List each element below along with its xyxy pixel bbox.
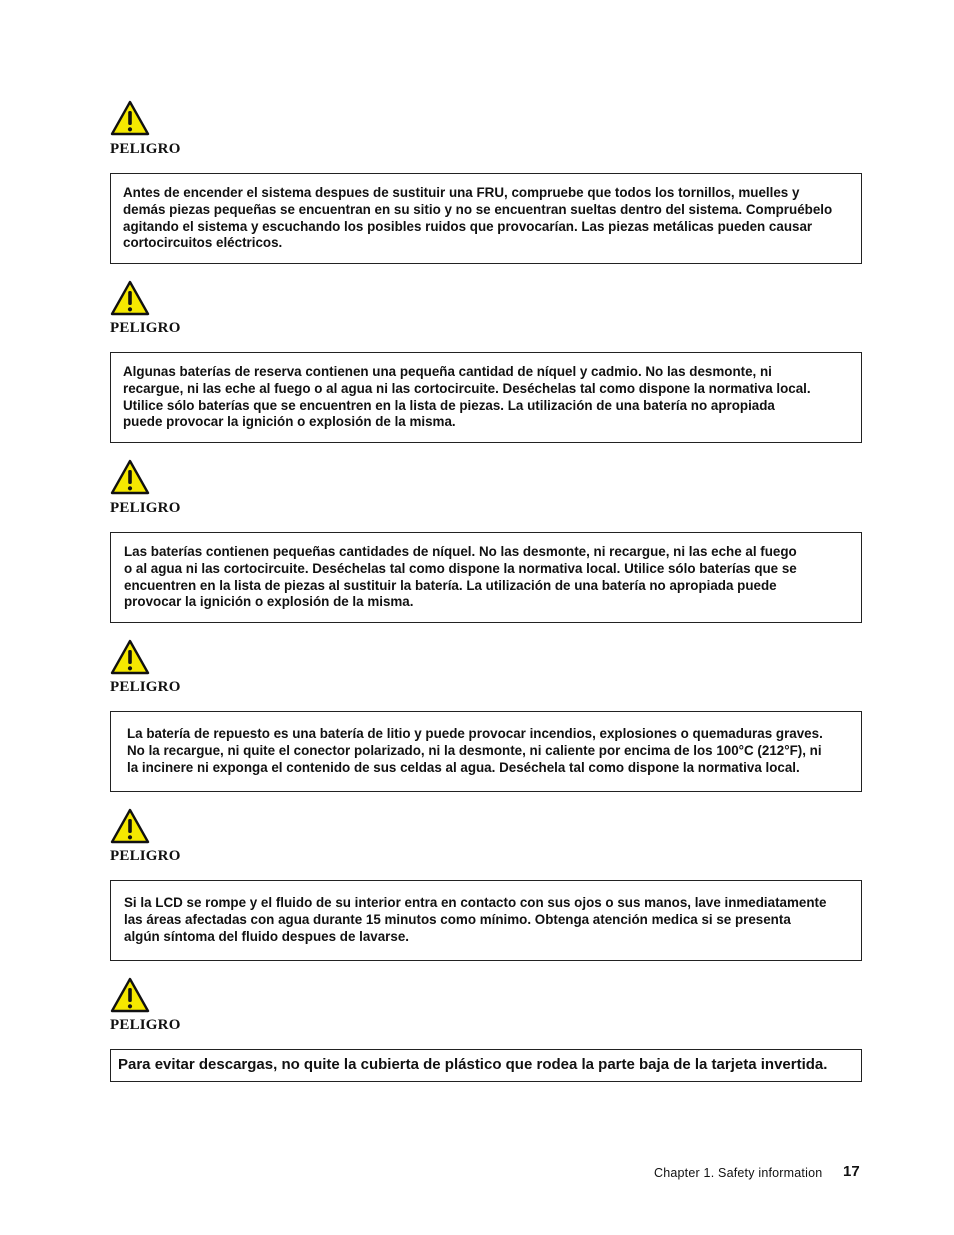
- notice-line: provocar la ignición o explosión de la misma.: [124, 594, 414, 610]
- notice-line: No la recargue, ni quite el conector polarizado, ni la desmonte, ni caliente por encima de los 100°C (212°F), ni: [127, 742, 822, 758]
- danger-heading: PELIGRO: [110, 679, 181, 695]
- footer-chapter-title: Chapter 1. Safety information: [654, 1166, 823, 1180]
- danger-notice-box: [110, 352, 862, 443]
- danger-notice-box: [110, 880, 862, 961]
- danger-heading: PELIGRO: [110, 320, 181, 336]
- notice-line: la incinere ni exponga el contenido de sus celdas al agua. Deséchela tal como dispone la normativa local.: [127, 759, 800, 775]
- warning-triangle-icon: [110, 459, 150, 495]
- notice-line: Las baterías contienen pequeñas cantidades de níquel. No las desmonte, ni recargue, ni las eche al fuego: [124, 544, 797, 559]
- danger-notice-box: [110, 711, 862, 792]
- danger-notice-box: [110, 532, 862, 623]
- notice-line: encuentren en la lista de piezas al sustituir la batería. La utilización de una batería no apropiada puede: [124, 577, 777, 593]
- warning-triangle-icon: [110, 977, 150, 1013]
- danger-heading: PELIGRO: [110, 1017, 181, 1033]
- notice-line: Para evitar descargas, no quite la cubierta de plástico que rodea la parte baja de la tarjeta invertida.: [118, 1056, 828, 1073]
- danger-heading: PELIGRO: [110, 500, 181, 516]
- danger-heading: PELIGRO: [110, 848, 181, 864]
- notice-line: agitando el sistema y escuchando los posibles ruidos que provocarían. Las piezas metálicas pueden causar: [123, 218, 813, 234]
- notice-line: Algunas baterías de reserva contienen una pequeña cantidad de níquel y cadmio. No las desmonte, ni: [123, 364, 772, 379]
- notice-line: o al agua ni las cortocircuite. Deséchelas tal como dispone la normativa local. Utilice sólo baterías que se: [124, 560, 797, 576]
- notice-line: demás piezas pequeñas se encuentran en su sitio y no se encuentran sueltas dentro del sistema. Compruébelo: [123, 201, 833, 217]
- warning-triangle-icon: [110, 100, 150, 136]
- notice-line: Si la LCD se rompe y el fluido de su interior entra en contacto con sus ojos o sus manos, lave inmediatamente: [124, 895, 827, 910]
- notice-line: las áreas afectadas con agua durante 15 minutos como mínimo. Obtenga atención medica si se presenta: [124, 911, 791, 927]
- notice-line: recargue, ni las eche al fuego o al agua ni las cortocircuite. Deséchelas tal como dispone la normativa local.: [123, 380, 811, 396]
- notice-line: Utilice sólo baterías que se encuentren en la lista de piezas. La utilización de una batería no apropiada: [123, 397, 775, 413]
- warning-triangle-icon: [110, 280, 150, 316]
- warning-triangle-icon: [110, 808, 150, 844]
- danger-heading: PELIGRO: [110, 141, 181, 157]
- notice-line: cortocircuitos eléctricos.: [123, 235, 283, 251]
- notice-line: puede provocar la ignición o explosión de la misma.: [123, 414, 456, 430]
- notice-line: La batería de repuesto es una batería de litio y puede provocar incendios, explosiones o quemaduras graves.: [127, 726, 823, 741]
- page-number: 17: [843, 1163, 860, 1180]
- danger-notice-box: [110, 173, 862, 264]
- warning-triangle-icon: [110, 639, 150, 675]
- notice-line: algún síntoma del fluido despues de lavarse.: [124, 928, 409, 944]
- notice-line: Antes de encender el sistema despues de sustituir una FRU, compruebe que todos los tornillos, muelles y: [123, 185, 800, 200]
- danger-notice-box: [110, 1049, 862, 1082]
